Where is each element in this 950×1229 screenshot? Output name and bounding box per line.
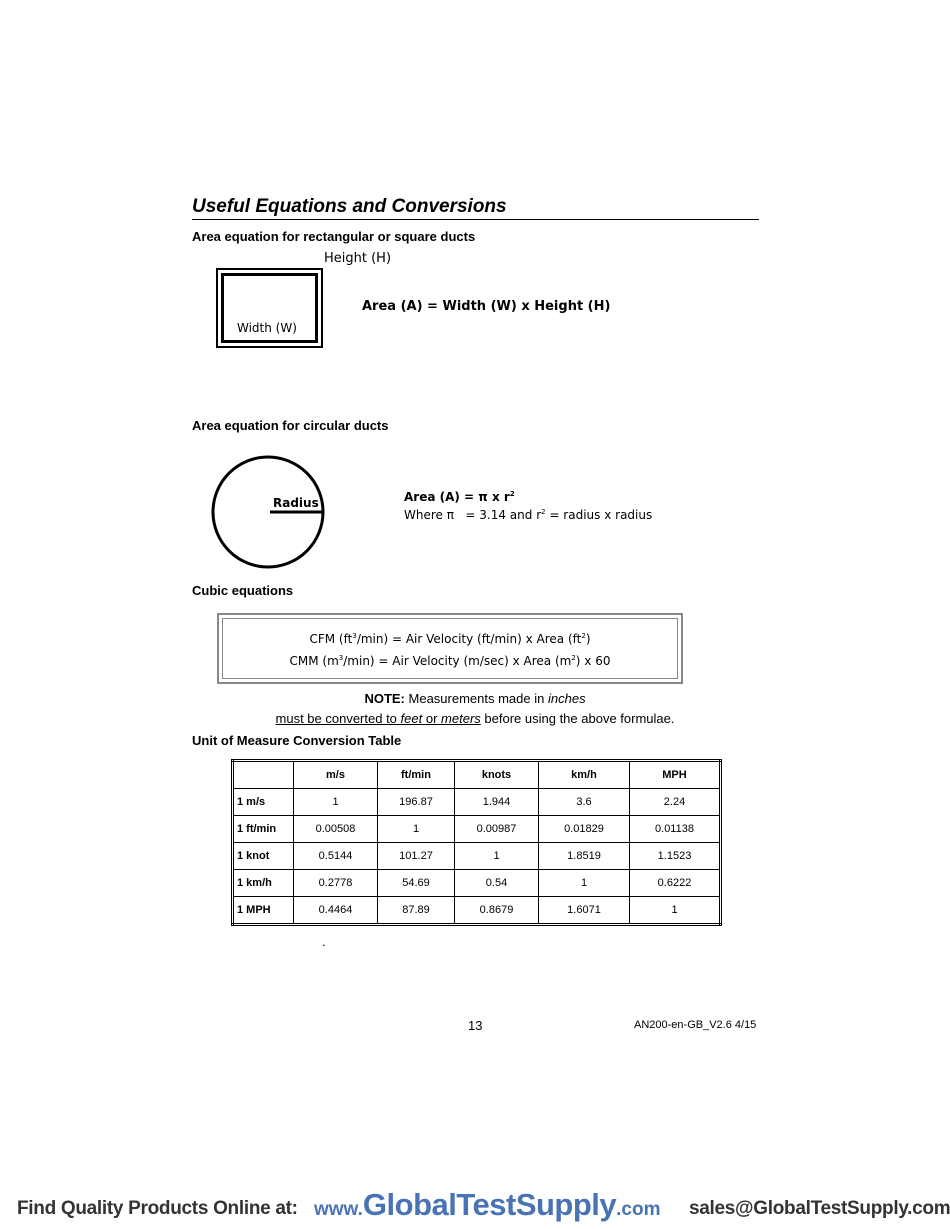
table-cell: 1 <box>630 897 721 925</box>
table-row-label: 1 MPH <box>233 897 294 925</box>
where-prefix: Where π <box>404 508 454 522</box>
table-header-cell <box>233 761 294 789</box>
table-cell: 1 <box>294 789 378 816</box>
table-header-row <box>233 761 721 789</box>
table-cell: 196.87 <box>378 789 455 816</box>
rect-area-equation: Area (A) = Width (W) x Height (H) <box>362 299 611 314</box>
cmm-sup2: 2 <box>571 654 576 662</box>
table-cell: 101.27 <box>378 843 455 870</box>
footer-url-suffix: .com <box>616 1199 661 1220</box>
cmm-b: /min) = Air Velocity (m/sec) x Area (m <box>343 654 572 668</box>
width-label: Width (W) <box>237 321 297 335</box>
table-cell: 0.8679 <box>455 897 539 925</box>
table-cell: 1 <box>539 870 630 897</box>
height-label: Height (H) <box>324 251 392 266</box>
note-line-2 <box>0 711 950 726</box>
table-cell: 0.01138 <box>630 816 721 843</box>
table-row <box>233 897 721 925</box>
table-row-label: 1 m/s <box>233 789 294 816</box>
table-cell: 1.944 <box>455 789 539 816</box>
table-row-label: 1 knot <box>233 843 294 870</box>
table-cell: 0.00987 <box>455 816 539 843</box>
note-text-2: must be converted to <box>275 711 397 726</box>
table-cell: 1 <box>455 843 539 870</box>
cfm-sup3: 3 <box>352 632 357 640</box>
table-row <box>233 816 721 843</box>
table-heading: Unit of Measure Conversion Table <box>192 733 402 748</box>
note-underlined <box>276 711 481 726</box>
document-code: AN200-en-GB_V2.6 4/15 <box>634 1019 757 1031</box>
table-cell: 0.01829 <box>539 816 630 843</box>
cmm-equation <box>223 654 677 668</box>
cfm-equation <box>223 632 677 646</box>
circle-duct-heading: Area equation for circular ducts <box>192 418 389 433</box>
circle-area-equation <box>404 490 515 504</box>
cmm-a: CMM (m <box>289 654 339 668</box>
note-label: NOTE: <box>364 691 405 706</box>
table-cell: 1.6071 <box>539 897 630 925</box>
page-section-title: Useful Equations and Conversions <box>192 196 759 220</box>
table-cell: 3.6 <box>539 789 630 816</box>
circle-eq-sup: 2 <box>509 490 515 498</box>
cubic-box-inner-border <box>222 618 678 679</box>
rect-duct-diagram <box>216 268 323 348</box>
table-cell: 1.8519 <box>539 843 630 870</box>
cfm-b: /min) = Air Velocity (ft/min) x Area (ft <box>356 632 582 646</box>
table-cell: 0.5144 <box>294 843 378 870</box>
table-row <box>233 789 721 816</box>
table-cell: 0.6222 <box>630 870 721 897</box>
cfm-c: ) <box>585 632 591 646</box>
circle-where-line <box>404 508 652 522</box>
table-cell: 1.1523 <box>630 843 721 870</box>
note-feet: feet <box>400 711 423 726</box>
cfm-a: CFM (ft <box>309 632 353 646</box>
rect-duct-heading: Area equation for rectangular or square ducts <box>192 229 476 244</box>
table-cell: 54.69 <box>378 870 455 897</box>
footer-url-main: GlobalTestSupply <box>362 1187 617 1222</box>
table-row <box>233 870 721 897</box>
table-cell: 0.4464 <box>294 897 378 925</box>
cmm-sup3: 3 <box>338 654 344 662</box>
footer-tagline: Find Quality Products Online at: <box>17 1198 298 1219</box>
table-row <box>233 843 721 870</box>
table-header-cell: km/h <box>539 761 630 789</box>
circle-duct-diagram <box>210 452 330 572</box>
table-cell: 0.2778 <box>294 870 378 897</box>
cubic-equations-box <box>217 613 683 684</box>
note-inches: inches <box>547 691 586 706</box>
where-sup: 2 <box>541 508 546 516</box>
table-cell: 2.24 <box>630 789 721 816</box>
footer-website-link[interactable] <box>314 1187 661 1223</box>
table-header-cell: ft/min <box>378 761 455 789</box>
stray-dot: . <box>322 934 326 949</box>
footer-url-prefix: www. <box>314 1199 363 1220</box>
circle-eq-suffix: π x r <box>478 490 510 504</box>
page-number: 13 <box>468 1018 483 1033</box>
table-cell: 1 <box>378 816 455 843</box>
table-cell: 0.54 <box>455 870 539 897</box>
table-row-label: 1 km/h <box>233 870 294 897</box>
table-row-label: 1 ft/min <box>233 816 294 843</box>
where-suffix: = radius x radius <box>549 508 653 522</box>
table-header-cell: MPH <box>630 761 721 789</box>
note-line-1 <box>0 691 950 706</box>
note-meters: meters <box>441 711 481 726</box>
table-header-cell: knots <box>455 761 539 789</box>
note-text-1: Measurements made in <box>408 691 545 706</box>
footer-email-link[interactable]: sales@GlobalTestSupply.com <box>689 1198 950 1219</box>
circle-eq-prefix: Area (A) = <box>404 490 475 504</box>
where-value: = 3.14 and r <box>465 508 542 522</box>
cubic-heading: Cubic equations <box>192 583 294 598</box>
cfm-sup2: 2 <box>581 632 586 640</box>
table-cell: 0.00508 <box>294 816 378 843</box>
table-header-cell: m/s <box>294 761 378 789</box>
table-cell: 87.89 <box>378 897 455 925</box>
conversion-table <box>231 759 722 926</box>
note-or: or <box>425 711 438 726</box>
note-end: before using the above formulae. <box>484 711 675 726</box>
radius-label: Radius <box>273 496 319 510</box>
cmm-c: ) x 60 <box>575 654 611 668</box>
